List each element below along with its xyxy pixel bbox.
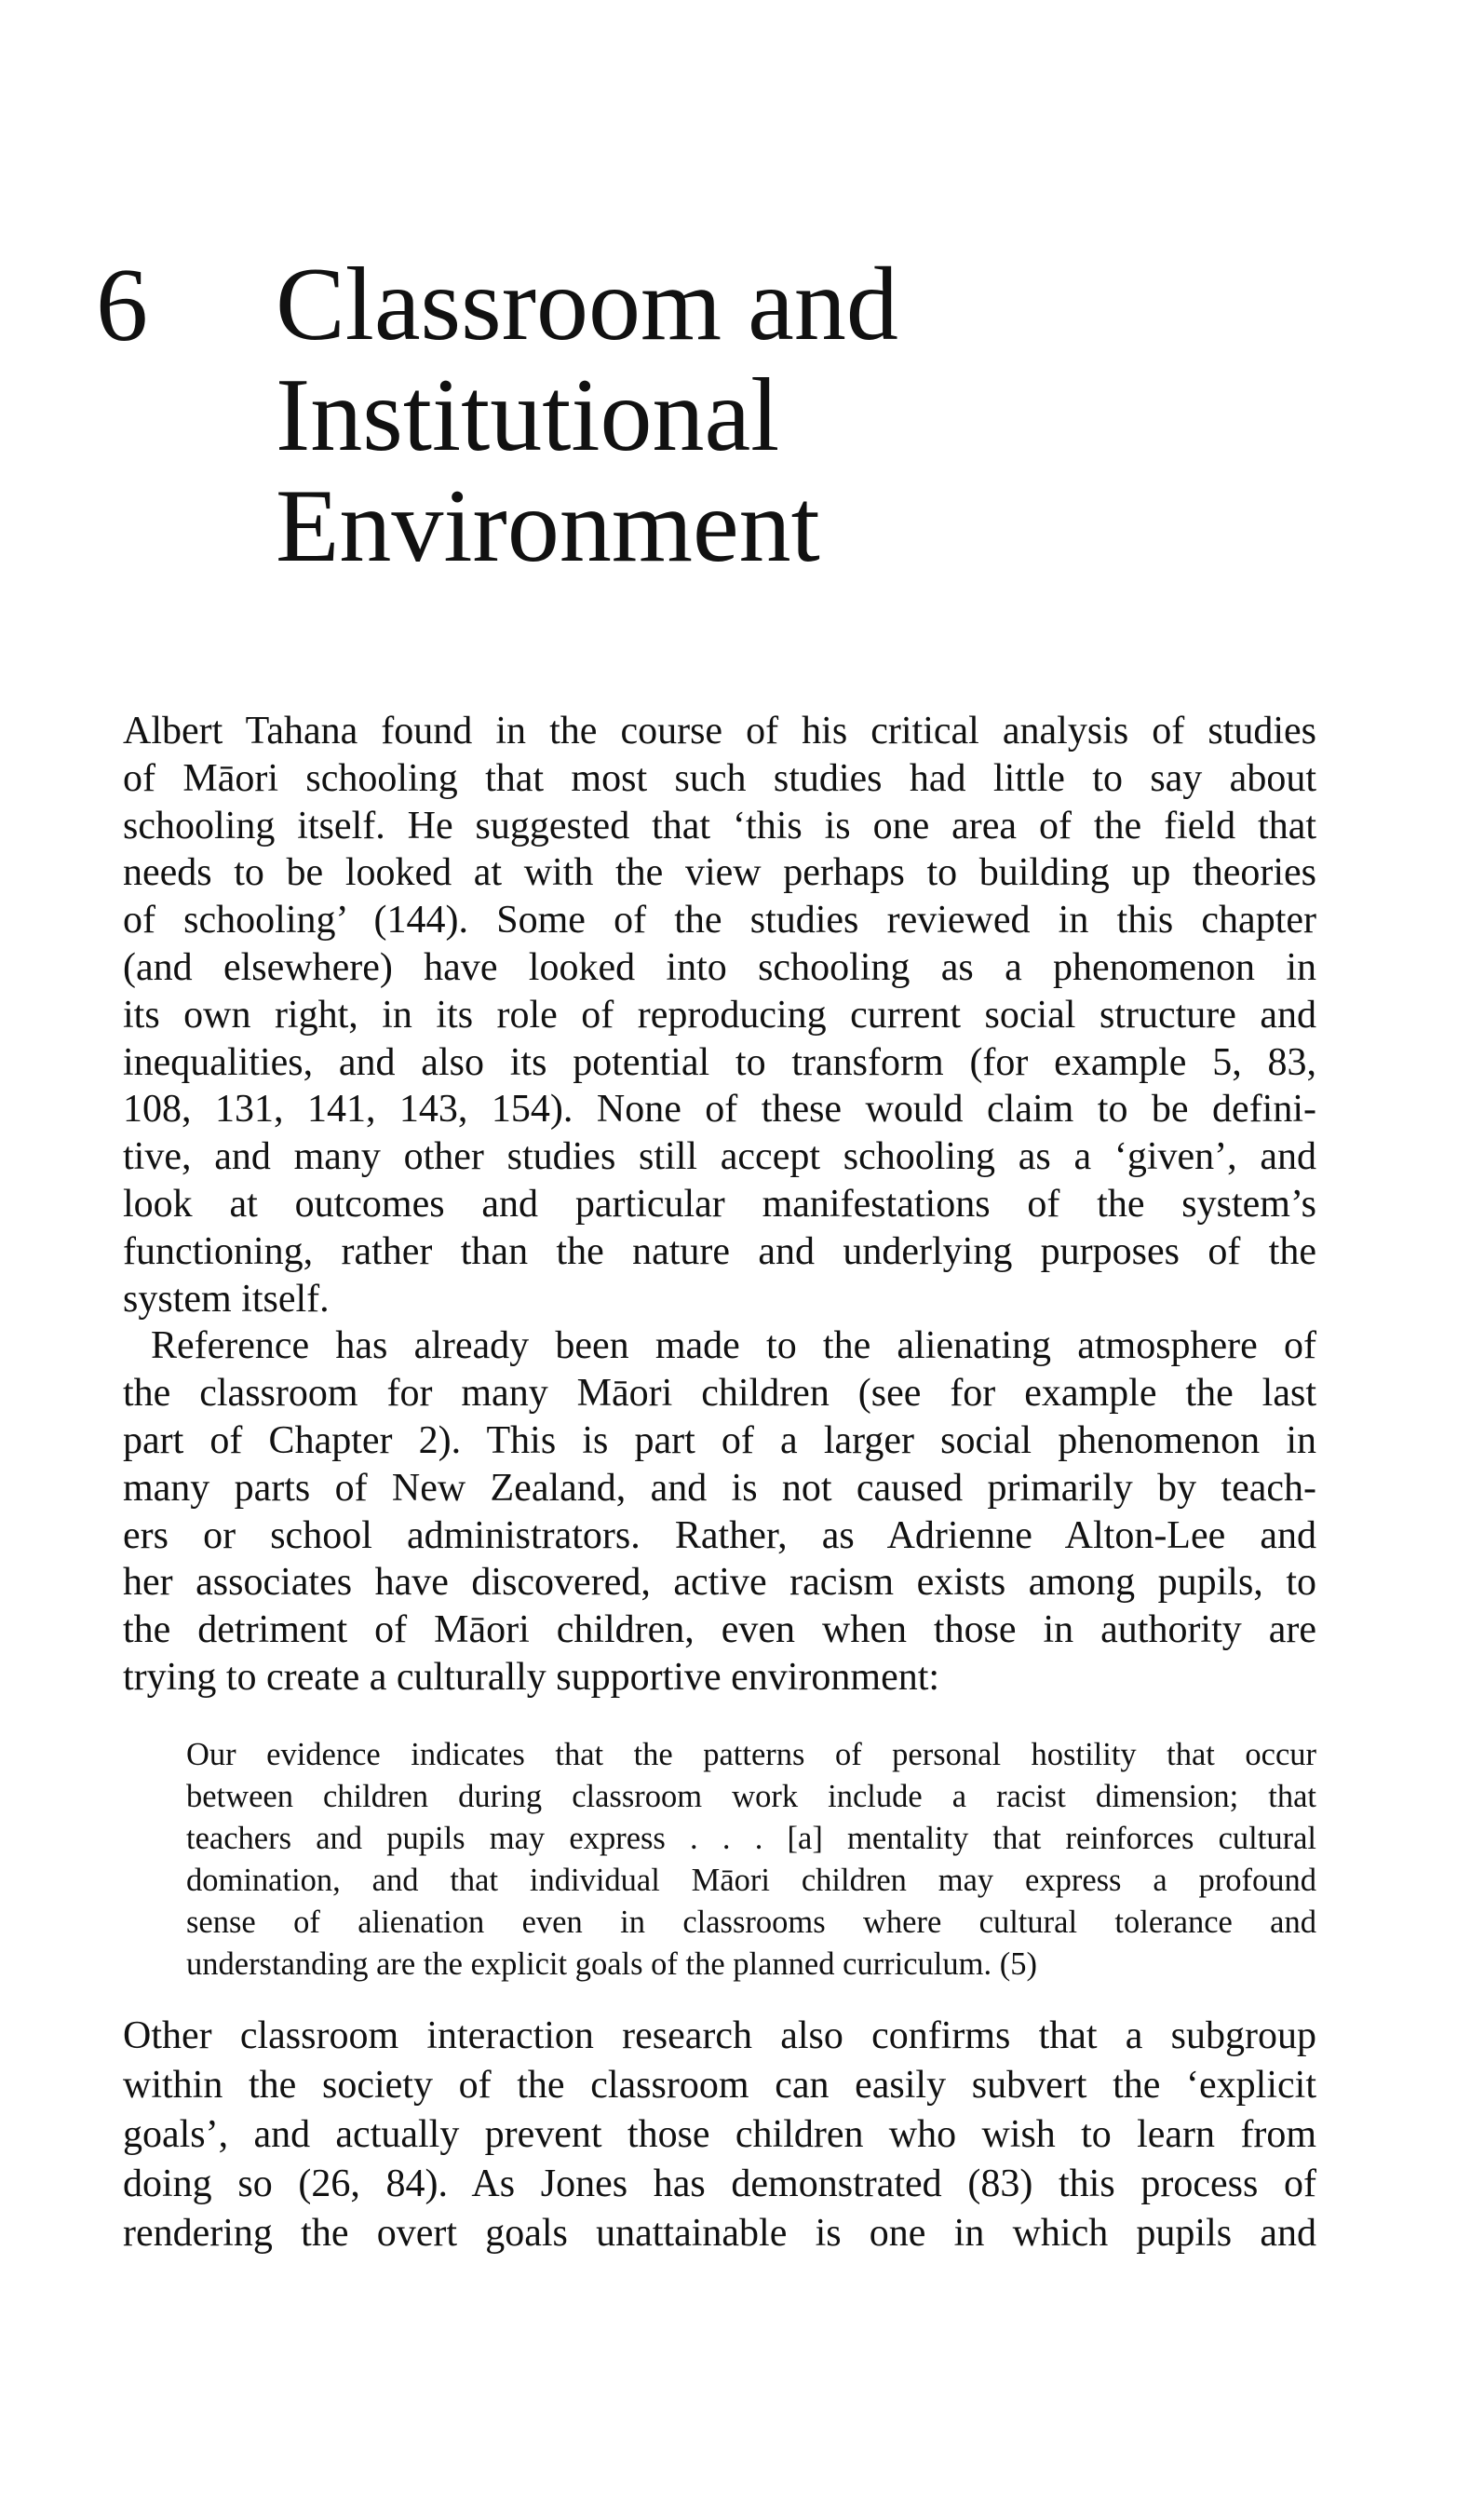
block-quote [186,1734,1316,1986]
text-line: inequalities, and also its potential to transform (for example 5, 83, [123,1040,1316,1084]
text-line: its own right, in its role of reproducing current social structure and [123,993,1316,1037]
text-line: look at outcomes and particular manifestations of the system’s [123,1182,1316,1226]
text-line: within the society of the classroom can easily subvert the ‘explicit [123,2064,1316,2107]
text-line: schooling itself. He suggested that ‘this is one area of the field that [123,804,1316,847]
text-line: of schooling’ (144). Some of the studies reviewed in this chapter [123,899,1316,942]
text-line: part of Chapter 2). This is part of a larger social phenomenon in [123,1418,1316,1462]
body-text [123,708,1316,1701]
text-line: domination, and that individual Māori children may express a profound [186,1863,1316,1898]
text-line: Our evidence indicates that the patterns of personal hostility that occur [186,1737,1316,1772]
chapter-title-line: Environment [276,468,820,584]
text-line: many parts of New Zealand, and is not caused primarily by teach- [123,1466,1316,1510]
paragraph [123,1322,1316,1701]
text-line: Other classroom interaction research also confirms that a subgroup [123,2014,1316,2057]
text-line: between children during classroom work include a racist dimension; that [186,1779,1316,1814]
paragraph [123,708,1316,1322]
text-line: (and elsewhere) have looked into schooling as a phenomenon in [123,945,1316,989]
text-line: rendering the overt goals unattainable is one in which pupils and [123,2212,1316,2255]
chapter-number: 6 [96,248,148,363]
text-line: sense of alienation even in classrooms where cultural tolerance and [186,1905,1316,1940]
text-line: understanding are the explicit goals of the planned curriculum. (5) [186,1946,1037,1982]
chapter-title-line: Classroom and [276,247,898,362]
text-line: the classroom for many Māori children (see for example the last [123,1372,1316,1416]
text-line: of Māori schooling that most such studies had little to say about [123,756,1316,800]
closing-paragraph [123,2012,1316,2258]
chapter-title-line: Institutional [276,358,780,473]
text-line: 108, 131, 141, 143, 154). None of these would claim to be defini- [123,1088,1316,1132]
text-line: trying to create a culturally supportive environment: [123,1655,940,1699]
text-line: functioning, rather than the nature and underlying purposes of the [123,1229,1316,1273]
text-line: doing so (26, 84). As Jones has demonstrated (83) this process of [123,2162,1316,2205]
text-line: her associates have discovered, active racism exists among pupils, to [123,1561,1316,1605]
text-line: the detriment of Māori children, even when those in authority are [123,1608,1316,1652]
text-line: Albert Tahana found in the course of his critical analysis of studies [123,710,1316,752]
text-line: Reference has already been made to the alienating atmosphere of [151,1324,1316,1368]
chapter-title [276,247,898,584]
text-line: teachers and pupils may express . . . [a] mentality that reinforces cultural [186,1821,1316,1856]
text-line: ers or school administrators. Rather, as Adrienne Alton-Lee and [123,1513,1316,1557]
text-line: needs to be looked at with the view perhaps to building up theories [123,851,1316,895]
text-line: goals’, and actually prevent those children who wish to learn from [123,2113,1316,2156]
text-line: system itself. [123,1277,330,1321]
text-line: tive, and many other studies still accept schooling as a ‘given’, and [123,1135,1316,1179]
